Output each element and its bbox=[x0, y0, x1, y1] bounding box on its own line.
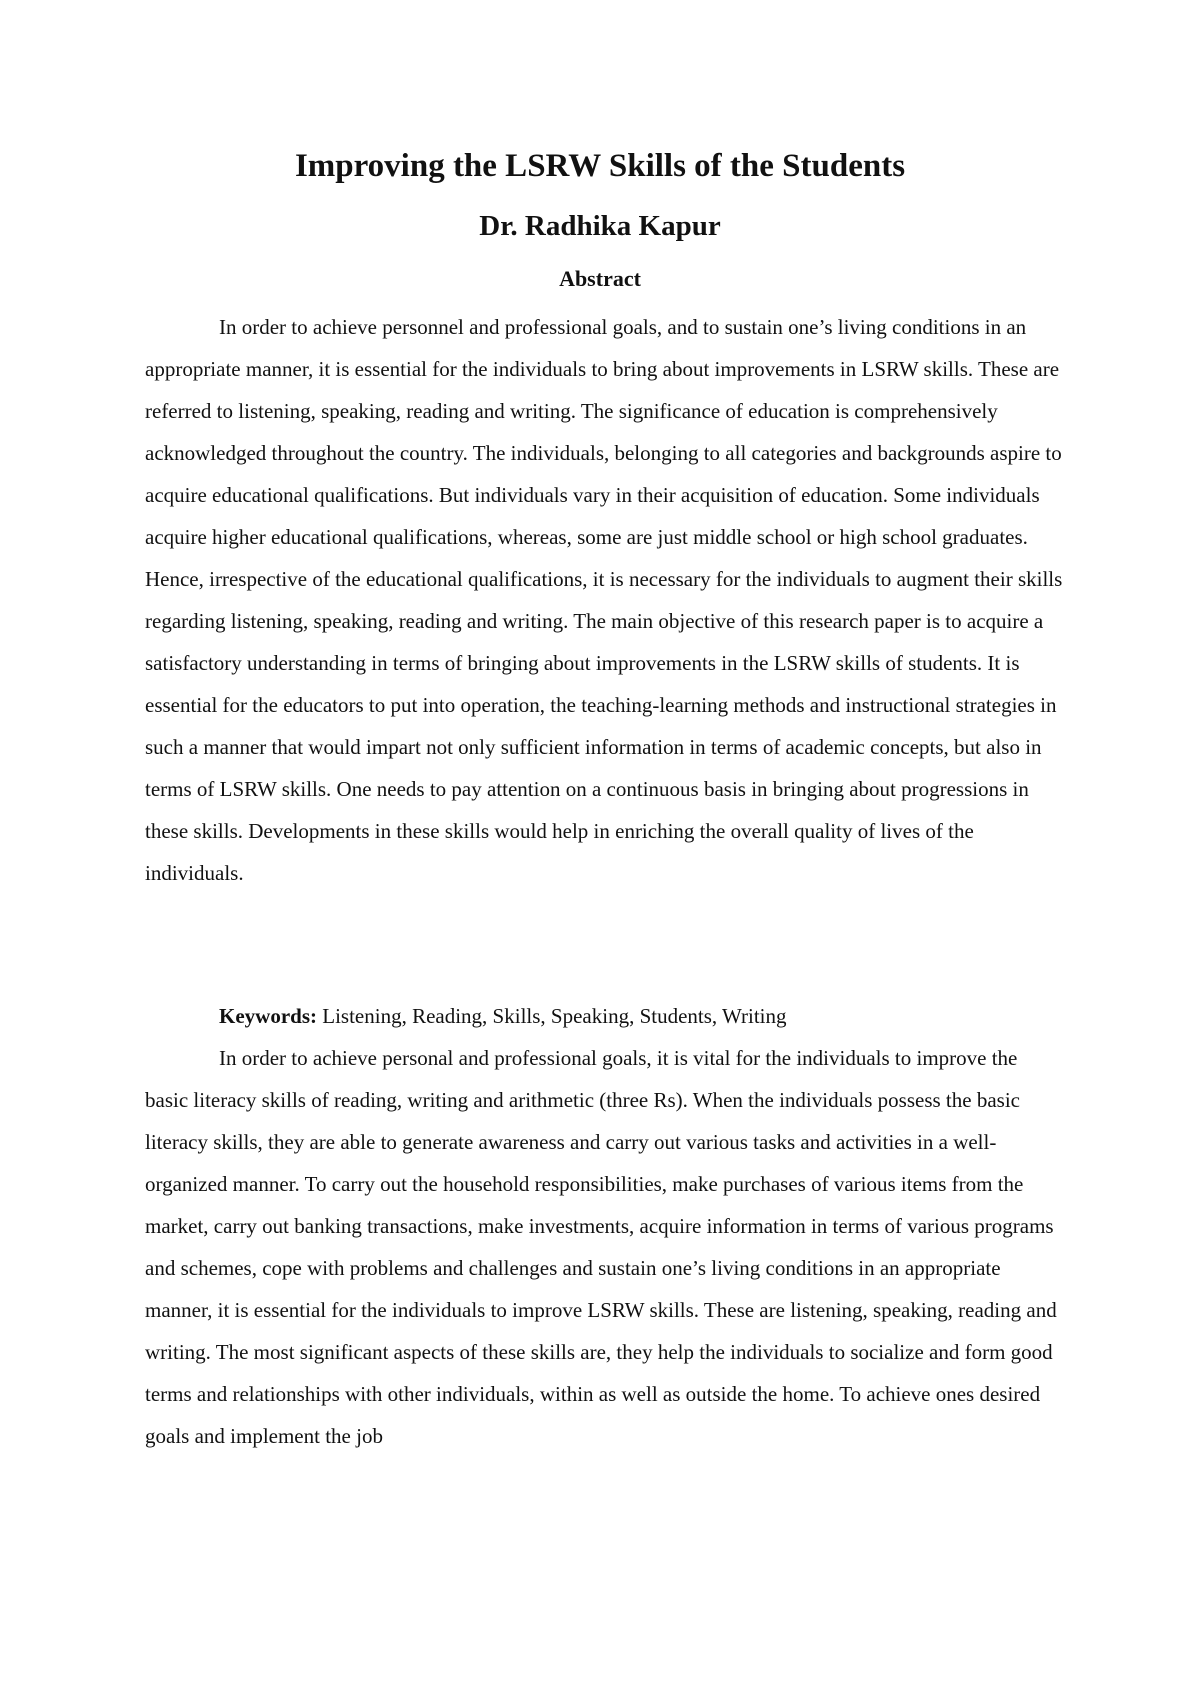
document-title: Improving the LSRW Skills of the Students bbox=[294, 148, 906, 184]
keywords-text: Listening, Reading, Skills, Speaking, Students, Writing bbox=[317, 1004, 787, 1028]
body-paragraph: In order to achieve personal and professional goals, it is vital for the individuals to improve the basic literacy skills of reading, writing and arithmetic (three Rs). When the individuals possess the basic literacy skills, they are able to generate awareness and carry out various tasks and activities in a well-organized manner. To carry out the household responsibilities, make purchases of various items from the market, carry out banking transactions, make investments, acquire information in terms of various programs and schemes, cope with problems and challenges and sustain one’s living conditions in an appropriate manner, it is essential for the individuals to improve LSRW skills. These are listening, speaking, reading and writing. The most significant aspects of these skills are, they help the individuals to socialize and form good terms and relationships with other individuals, within as well as outside the home. To achieve ones desired goals and implement the job bbox=[145, 1046, 1057, 1448]
abstract-heading: Abstract bbox=[559, 266, 641, 291]
keywords-line bbox=[219, 995, 1059, 1037]
author-name: Dr. Radhika Kapur bbox=[479, 210, 721, 242]
keywords-label: Keywords: bbox=[219, 1004, 317, 1028]
abstract-paragraph: In order to achieve personnel and professional goals, and to sustain one’s living conditions in an appropriate manner, it is essential for the individuals to bring about improvements in LSRW skills. These are referred to listening, speaking, reading and writing. The significance of education is comprehensively acknowledged throughout the country. The individuals, belonging to all categories and backgrounds aspire to acquire educational qualifications. But individuals vary in their acquisition of education. Some individuals acquire higher educational qualifications, whereas, some are just middle school or high school graduates. Hence, irrespective of the educational qualifications, it is necessary for the individuals to augment their skills regarding listening, speaking, reading and writing. The main objective of this research paper is to acquire a satisfactory understanding in terms of bringing about improvements in the LSRW skills of students. It is essential for the educators to put into operation, the teaching-learning methods and instructional strategies in such a manner that would impart not only sufficient information in terms of academic concepts, but also in terms of LSRW skills. One needs to pay attention on a continuous basis in bringing about progressions in these skills. Developments in these skills would help in enriching the overall quality of lives of the individuals. bbox=[145, 315, 1063, 885]
